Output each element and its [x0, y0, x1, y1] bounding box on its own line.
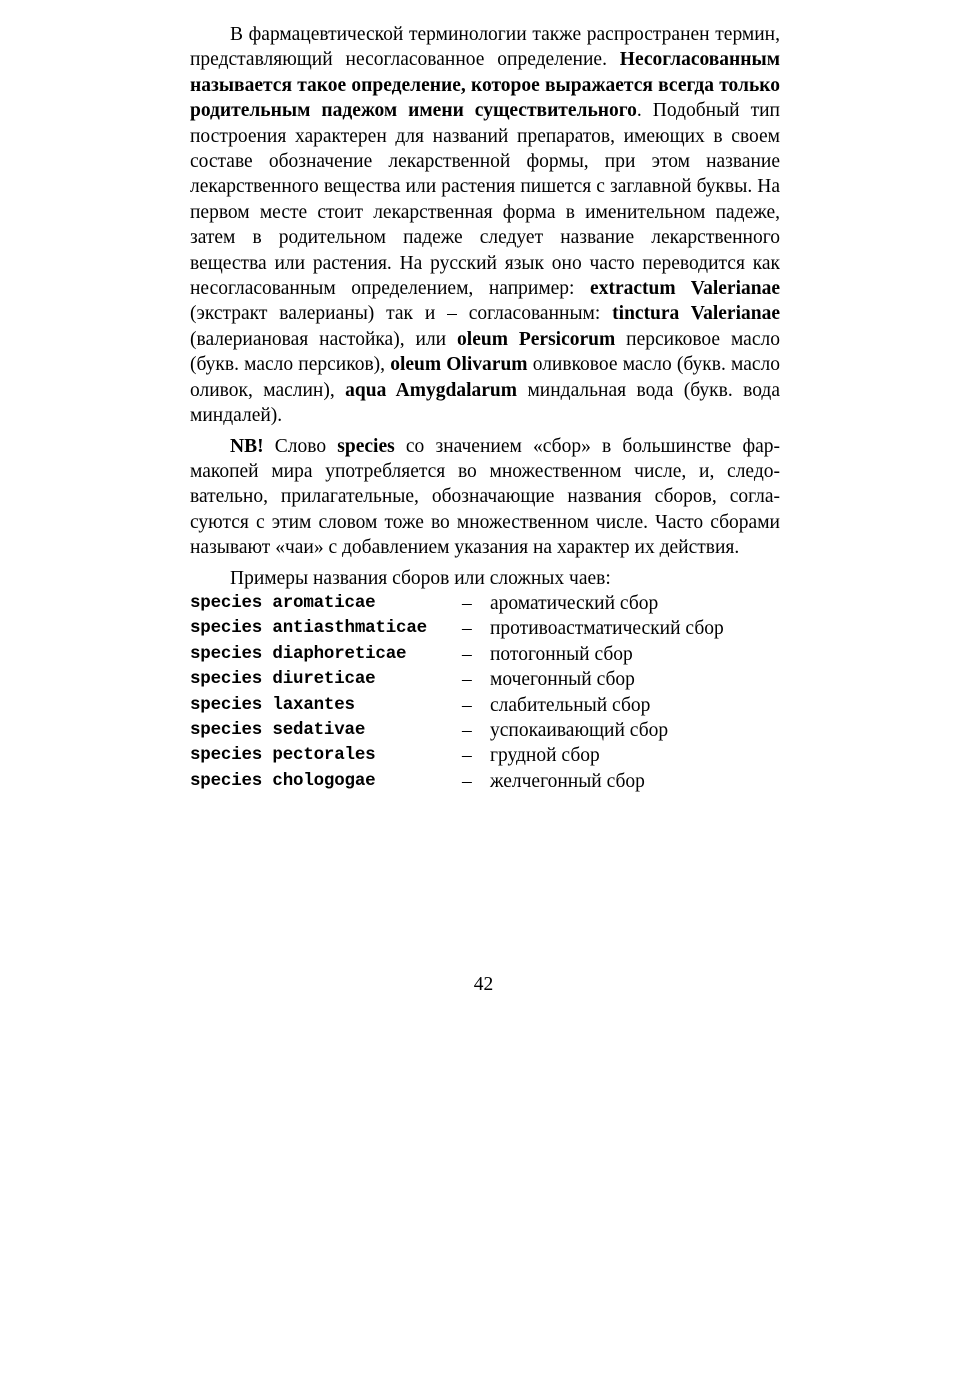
species-latin-name: species aromaticae — [190, 592, 376, 613]
species-row — [190, 769, 780, 794]
latin-term: oleum Persicorum — [457, 328, 616, 350]
page-number: 42 — [473, 974, 494, 995]
dash-separator: – — [462, 745, 472, 767]
species-meaning: слабительный сбор — [490, 694, 651, 716]
species-meaning: ароматический сбор — [490, 592, 659, 614]
dash-separator: – — [462, 694, 472, 716]
latin-term: species — [337, 435, 395, 457]
text-segment: (экстракт валерианы) так и – согласованным: — [190, 303, 613, 325]
dash-separator: – — [462, 618, 472, 640]
latin-term: oleum Olivarum — [390, 354, 528, 376]
text-segment: (валериановая настойка), или — [190, 328, 458, 350]
species-latin-name: species diaphoreticae — [190, 643, 407, 664]
text-segment: В фармацевтической терминологии также распространен термин, представляющий несогласованное определение. — [190, 24, 780, 71]
text-segment: миндальная вода (букв. вода миндалей). — [190, 379, 780, 427]
definition-bold: Несогласованным называется такое определение, которое выражается всегда только родительным падежом имени существительного — [190, 49, 780, 122]
text-segment: Слово — [263, 435, 338, 457]
species-latin-name: species chologogae — [190, 770, 376, 791]
species-meaning: потогонный сбор — [490, 643, 633, 665]
species-latin-name: species antiasthmaticae — [190, 618, 427, 639]
text-segment: . Подобный тип построения характерен для названий препаратов, имеющих в своем составе обозначение лекарственной формы, при этом название лекарственного вещества или растения пишется с заглавной буквы. На первом месте стоит лекарственная форма в именительном падеже, затем в родительном падеже следует название лекарственного вещества или растения. На русский язык оно часто переводится как несогласованным определением, например: — [190, 100, 780, 300]
species-meaning: желчегонный сбор — [490, 770, 645, 792]
species-latin-name: species sedativae — [190, 719, 366, 740]
species-row — [190, 591, 780, 616]
page-body — [190, 22, 780, 794]
species-meaning: противоастматический сбор — [490, 618, 724, 640]
nb-marker: NB! — [230, 435, 264, 457]
species-meaning: грудной сбор — [490, 745, 600, 767]
dash-separator: – — [462, 770, 472, 792]
species-latin-name: species laxantes — [190, 694, 355, 715]
species-row — [190, 642, 780, 667]
species-meaning: мочегонный сбор — [490, 669, 635, 691]
text-segment: со значением «сбор» в большинстве фармакопей мира употребляется во множественном числе, и, следовательно, прилагательные, обозначающие названия сборов, согласуются с этим словом тоже во множественном числе. Часто сборами называют «чаи» с добавлением указания на характер их действия. — [190, 435, 780, 559]
species-row — [190, 616, 780, 641]
text-segment: оливковое масло (букв. масло оливок, маслин), — [190, 354, 780, 401]
examples-intro: Примеры названия сборов или сложных чаев: — [230, 567, 611, 589]
species-row — [190, 693, 780, 718]
species-list — [190, 591, 780, 794]
dash-separator: – — [462, 669, 472, 691]
paragraph-noncoordinated-attribute — [190, 22, 780, 429]
dash-separator: – — [462, 592, 472, 614]
paragraph-nb-species — [190, 434, 780, 561]
text-segment: персиковое масло (букв. масло персиков), — [190, 328, 780, 376]
species-row — [190, 743, 780, 768]
dash-separator: – — [462, 719, 472, 741]
species-row — [190, 667, 780, 692]
latin-term: aqua Amygdalarum — [345, 379, 518, 401]
latin-term: tinctura Valerianae — [612, 303, 780, 325]
species-latin-name: species diureticae — [190, 669, 376, 690]
species-latin-name: species pectorales — [190, 745, 376, 766]
species-meaning: успокаивающий сбор — [490, 719, 669, 741]
latin-term: extractum Valerianae — [590, 278, 780, 300]
dash-separator: – — [462, 643, 472, 665]
species-row — [190, 718, 780, 743]
